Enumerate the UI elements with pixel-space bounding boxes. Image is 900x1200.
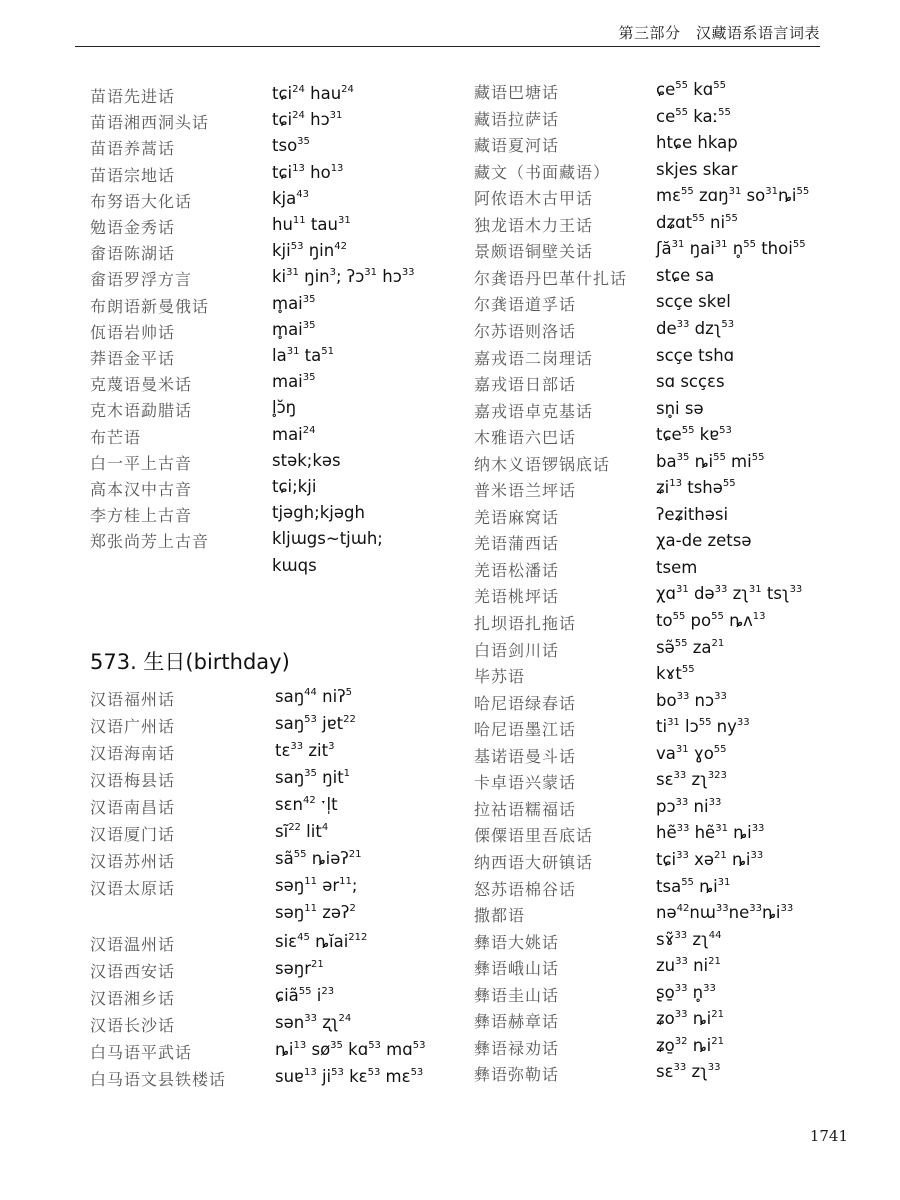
ipa-transcription: tjəgh;kjəgh — [272, 503, 365, 523]
language-name: 畲语陈湖话 — [90, 244, 176, 264]
ipa-transcription: səŋ$^{11}$ zəʔ$^2$ — [275, 903, 356, 922]
language-name: 汉语西安话 — [90, 961, 176, 981]
ipa-transcription: $to^{55}$ $po^{55}$ ȵʌ$^{13}$ — [656, 611, 766, 630]
language-name: 汉语南昌话 — [90, 798, 176, 817]
ipa-transcription: sn̥i sə — [656, 398, 704, 418]
language-name: 汉语广州话 — [90, 717, 176, 736]
language-name: 彝语禄劝话 — [474, 1038, 560, 1058]
language-name: 白语剑川话 — [474, 640, 560, 660]
language-name: 藏语拉萨话 — [474, 109, 560, 129]
ipa-transcription: tɛ$^{33}$ zit$^3$ — [275, 741, 335, 760]
language-name: 苗语宗地话 — [90, 165, 176, 185]
ipa-transcription: tɕi$^{13}$ $ho^{13}$ — [272, 162, 344, 182]
language-name: 汉语福州话 — [90, 690, 176, 709]
language-name: 白马语文县铁楼话 — [90, 1069, 227, 1089]
ipa-transcription: $ba^{35}$ $ȵi^{55}$ $mi^{55}$ — [656, 451, 765, 471]
ipa-transcription: $la^{31}$ $ta^{51}$ — [272, 346, 334, 365]
ipa-transcription: stɕe sa — [656, 265, 715, 285]
language-name: 哈尼语绿春话 — [474, 693, 577, 713]
language-name: 羌语桃坪话 — [474, 587, 560, 607]
language-name: 畲语罗浮方言 — [90, 270, 193, 290]
ipa-transcription: hẽ$^{33}$ hẽ$^{31}$ $ȵi^{33}$ — [656, 823, 765, 843]
language-name: 扎坝语扎拖话 — [474, 614, 577, 633]
language-name: 傈僳语里吾底话 — [474, 826, 594, 846]
ipa-transcription: sɛ$^{33}$ zʅ$^{33}$ — [656, 1062, 721, 1082]
language-name: 藏语夏河话 — [474, 136, 560, 156]
language-name: 佤语岩帅话 — [90, 322, 176, 342]
ipa-transcription: $de^{33}$ dzʅ$^{53}$ — [656, 318, 735, 338]
ipa-transcription: səŋ$^{11}$ ər$^{11}$; — [275, 876, 358, 895]
language-name: 嘉戎语日部话 — [474, 375, 577, 395]
language-name: 基诺语曼斗话 — [474, 746, 577, 766]
ipa-transcription: scçe tshɑ — [656, 345, 735, 365]
language-name: 阿侬语木古甲话 — [474, 189, 594, 209]
header-rule — [75, 46, 820, 47]
language-name: 高本汉中古音 — [90, 480, 193, 499]
ipa-transcription: suɐ$^{13}$ $ji^{53}$ kɛ$^{53}$ mɛ$^{53}$ — [275, 1066, 424, 1086]
ipa-transcription: l̥ɔ̆ŋ — [272, 398, 297, 418]
ipa-transcription: χɑ$^{31}$ də$^{33}$ zʅ$^{31}$ tsʅ$^{33}$ — [656, 584, 803, 604]
language-name: 普米语兰坪话 — [474, 481, 577, 501]
language-name: 彝语峨山话 — [474, 959, 560, 979]
ipa-transcription: $ti^{31}$ lɔ$^{55}$ $ny^{33}$ — [656, 717, 750, 737]
ipa-transcription: $bo^{33}$ nɔ$^{33}$ — [656, 690, 727, 710]
ipa-transcription: $m̥ai^{35}$ — [272, 293, 316, 313]
language-name: 彝语圭山话 — [474, 985, 560, 1005]
language-name: 卡卓语兴蒙话 — [474, 773, 577, 793]
ipa-transcription: ʔeʑithəsi — [656, 504, 729, 524]
ipa-transcription: sən$^{33}$ ʐʅ$^{24}$ — [275, 1012, 352, 1032]
language-name: 藏文（书面藏语） — [474, 162, 611, 182]
ipa-transcription: sə̃$^{55}$ $za^{21}$ — [656, 637, 725, 657]
language-name: 嘉戎语卓克基话 — [474, 401, 594, 421]
page-header — [75, 18, 820, 48]
ipa-transcription: ʑo̱$^{32}$ $ȵi^{21}$ — [656, 1035, 724, 1055]
language-name: 拉祜语糯福话 — [474, 799, 577, 819]
language-name: 羌语麻窝话 — [474, 507, 560, 527]
language-name: 木雅语六巴话 — [474, 428, 577, 448]
ipa-transcription: mai$^{24}$ — [272, 424, 316, 444]
ipa-transcription: kɤt$^{55}$ — [656, 664, 695, 684]
ipa-transcription: tsem — [656, 557, 698, 577]
ipa-transcription: scçe skɐl — [656, 292, 731, 312]
ipa-transcription: tɕi$^{24}$ hɔ$^{31}$ — [272, 110, 343, 130]
ipa-transcription: skjes skar — [656, 159, 738, 179]
language-name: 哈尼语墨江话 — [474, 720, 577, 740]
ipa-transcription: $va^{31}$ ɣo$^{55}$ — [656, 743, 727, 763]
ipa-transcription: kljɯgs~tjɯh; — [272, 529, 383, 549]
ipa-transcription: ʑo$^{33}$ $ȵi^{21}$ — [656, 1009, 724, 1029]
ipa-transcription: pɔ$^{33}$ $ni^{33}$ — [656, 796, 722, 816]
language-name: 独龙语木力王话 — [474, 215, 594, 235]
ipa-transcription: $m̥ai^{35}$ — [272, 319, 316, 339]
ipa-transcription: kji$^{53}$ ŋin$^{42}$ — [272, 241, 347, 261]
ipa-transcription: dʑɑt$^{55}$ $ni^{55}$ — [656, 212, 738, 232]
ipa-transcription: $ki^{31}$ ŋin$^3$; ʔɔ$^{31}$ hɔ$^{33}$ — [272, 267, 415, 287]
ipa-transcription: ʂo̱$^{33}$ n̥$^{33}$ — [656, 982, 716, 1002]
ipa-transcription: $sã^{55}$ ȵiəʔ$^{21}$ — [275, 849, 362, 868]
ipa-transcription: kɯqs — [272, 555, 317, 575]
language-name: 汉语温州话 — [90, 934, 176, 954]
language-name: 汉语厦门话 — [90, 825, 176, 844]
language-name: 尔苏语则洛话 — [474, 321, 577, 341]
ipa-transcription: sɛ$^{33}$ zʅ$^{323}$ — [656, 770, 727, 790]
language-name: 克蔑语曼米话 — [90, 375, 193, 395]
ipa-transcription: saŋ$^{53}$ jɐt$^{22}$ — [275, 714, 356, 733]
language-name: 苗语先进话 — [90, 87, 176, 106]
language-name: 汉语海南话 — [90, 744, 176, 763]
language-name: 郑张尚芳上古音 — [90, 532, 210, 552]
ipa-transcription: sɤ̃$^{33}$ zʅ$^{44}$ — [656, 929, 722, 949]
language-name: 布努语大化话 — [90, 191, 193, 211]
language-name: 白马语平武话 — [90, 1042, 193, 1062]
language-name: 景颇语铜壁关话 — [474, 242, 594, 262]
language-name: 毕苏语 — [474, 667, 526, 687]
language-name: 尔龚语丹巴革什扎话 — [474, 268, 628, 288]
ipa-transcription: ʑi$^{13}$ tshə$^{55}$ — [656, 478, 736, 498]
language-name: 布朗语新曼俄话 — [90, 296, 210, 316]
ipa-transcription: $sĩ^{22}$ lit$^4$ — [275, 822, 329, 841]
ipa-transcription: sɛn$^{42}$ ˑl̩t — [275, 795, 338, 814]
ipa-transcription: tso$^{35}$ — [272, 136, 310, 156]
page-number: 1741 — [809, 1127, 848, 1145]
language-name: 尔龚语道孚话 — [474, 295, 577, 315]
language-name: 羌语蒲西话 — [474, 534, 560, 554]
ipa-transcription: stək;kəs — [272, 450, 341, 470]
language-name: 彝语大姚话 — [474, 932, 560, 952]
language-name: 汉语梅县话 — [90, 771, 176, 790]
language-name: 勉语金秀话 — [90, 218, 176, 237]
ipa-transcription: tɕi;kji — [272, 477, 317, 496]
ipa-transcription: $ce^{55}$ kaː$^{55}$ — [656, 106, 731, 126]
ipa-transcription: ʃă$^{31}$ ŋai$^{31}$ n̥$^{55}$ thoi$^{55}$ — [656, 239, 806, 259]
section-title: 573. 生日(birthday) — [90, 650, 290, 674]
language-name: 纳木义语锣锅底话 — [474, 454, 611, 474]
language-name: 藏语巴塘话 — [474, 83, 560, 102]
ipa-transcription: tɕi$^{24}$ hau$^{24}$ — [272, 84, 354, 103]
language-name: 李方桂上古音 — [90, 506, 193, 526]
ipa-transcription: kja$^{43}$ — [272, 188, 309, 208]
language-name: 克木语勐腊话 — [90, 401, 193, 421]
language-name: 怒苏语棉谷话 — [474, 879, 577, 899]
ipa-transcription: $ȵi^{13}$ $sø^{35}$ kɑ$^{53}$ mɑ$^{53}$ — [275, 1039, 426, 1059]
ipa-transcription: tsa$^{55}$ $ȵi^{31}$ — [656, 876, 731, 896]
ipa-transcription: χa-de zetsə — [656, 531, 752, 551]
ipa-transcription: ɕiã$^{55}$ $i^{23}$ — [275, 985, 335, 1005]
ipa-transcription: mai$^{35}$ — [272, 372, 316, 392]
language-name: 嘉戎语二岗理话 — [474, 348, 594, 368]
language-name: 彝语赫章话 — [474, 1012, 560, 1032]
ipa-transcription: səŋr$^{21}$ — [275, 958, 324, 978]
running-header-title: 第三部分 汉藏语系语言词表 — [618, 24, 820, 42]
ipa-transcription: tɕi$^{33}$ xə$^{21}$ $ȵi^{33}$ — [656, 849, 764, 869]
language-name: 汉语长沙话 — [90, 1015, 176, 1035]
ipa-transcription: $zu^{33}$ $ni^{21}$ — [656, 956, 721, 976]
ipa-transcription: saŋ$^{35}$ ŋit$^1$ — [275, 768, 351, 787]
language-name: 汉语苏州话 — [90, 852, 176, 871]
ipa-transcription: ɕe$^{55}$ kɑ$^{55}$ — [656, 80, 726, 99]
ipa-transcription: $nə^{42}nɯ^{33}ne^{33}ȵi^{33}$ — [656, 903, 794, 923]
ipa-transcription: siɛ$^{45}$ ȵĭai$^{212}$ — [275, 931, 368, 951]
ipa-transcription: saŋ$^{44}$ niʔ$^5$ — [275, 687, 352, 706]
language-name: 汉语太原话 — [90, 879, 176, 898]
language-name: 汉语湘乡话 — [90, 988, 176, 1008]
language-name: 苗语养蒿话 — [90, 139, 176, 159]
ipa-transcription: htɕe hkap — [656, 133, 738, 153]
language-name: 撒都语 — [474, 906, 526, 926]
ipa-transcription: tɕe$^{55}$ kɐ$^{53}$ — [656, 425, 732, 445]
language-name: 苗语湘西洞头话 — [90, 113, 210, 133]
ipa-transcription: mɛ$^{55}$ zɑŋ$^{31}$ $so^{31}ȵi^{55}$ — [656, 186, 810, 206]
language-name: 布芒语 — [90, 427, 142, 447]
language-name: 羌语松潘话 — [474, 560, 560, 580]
language-name: 白一平上古音 — [90, 453, 193, 473]
language-name: 纳西语大研镇话 — [474, 852, 594, 872]
ipa-transcription: sɑ scçɛs — [656, 372, 725, 392]
ipa-transcription: $hu^{11}$ tau$^{31}$ — [272, 215, 351, 234]
language-name: 莽语金平话 — [90, 349, 176, 368]
language-name: 彝语弥勒话 — [474, 1065, 560, 1085]
